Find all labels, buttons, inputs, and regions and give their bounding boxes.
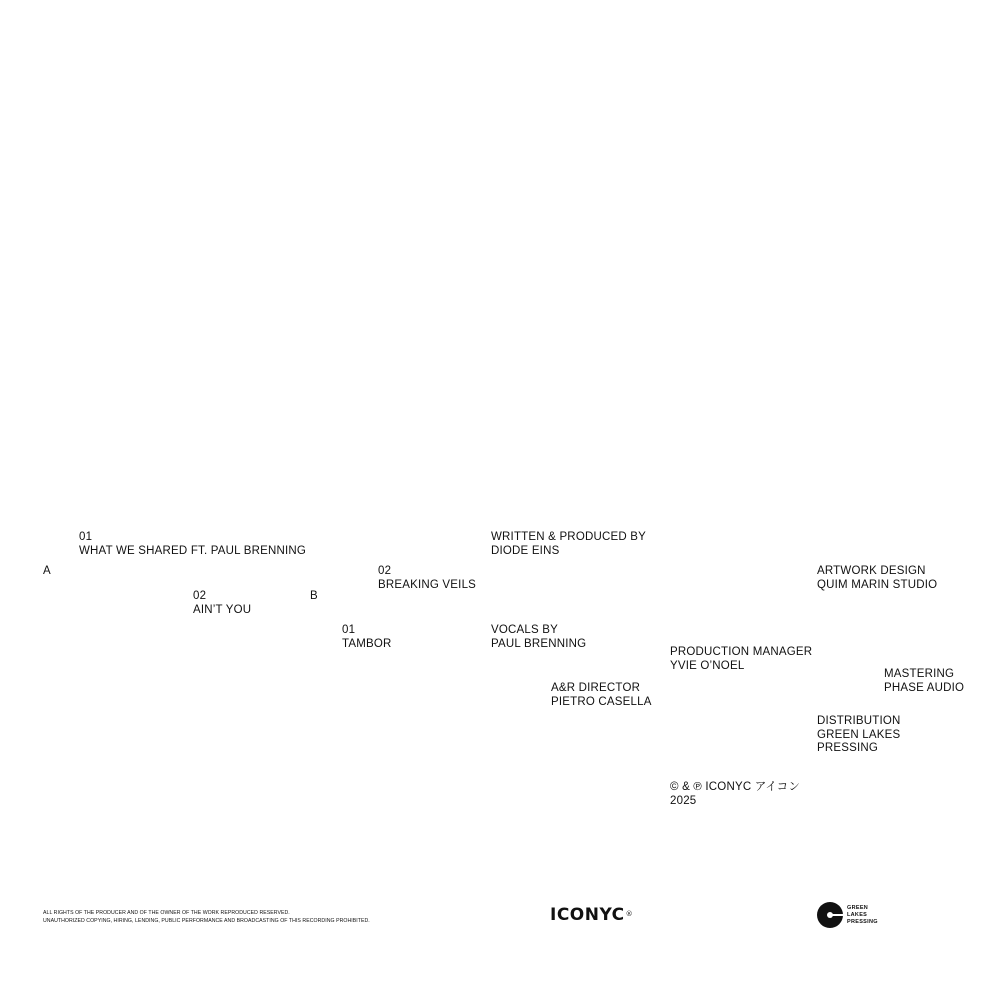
side-b-label: B bbox=[310, 590, 318, 602]
track-title: AIN’T YOU bbox=[193, 603, 252, 616]
credit-role: MASTERING bbox=[884, 668, 955, 680]
credit-name: PIETRO CASELLA bbox=[551, 695, 652, 708]
credit-name: PRESSING bbox=[817, 742, 879, 754]
credit-name: DIODE EINS bbox=[491, 544, 560, 557]
registered-mark: ® bbox=[625, 910, 634, 918]
credit-distribution bbox=[817, 715, 901, 756]
credit-role: VOCALS BY bbox=[491, 624, 558, 636]
copyright-notice bbox=[670, 781, 800, 808]
pressing-logo-text: GREEN LAKES PRESSING bbox=[847, 904, 878, 925]
credit-name: GREEN LAKES bbox=[817, 728, 901, 741]
credit-vocals bbox=[491, 624, 586, 651]
legal-line: ALL RIGHTS OF THE PRODUCER AND OF THE OWNER OF THE WORK REPRODUCED RESERVED. bbox=[43, 910, 290, 916]
track-title: BREAKING VEILS bbox=[378, 578, 477, 591]
legal-notice bbox=[43, 910, 370, 925]
copyright-line: © & ℗ ICONYC アイコン bbox=[670, 781, 801, 793]
side-b-track-1 bbox=[342, 624, 392, 651]
pressing-logo-icon bbox=[817, 902, 843, 928]
credit-role: DISTRIBUTION bbox=[817, 715, 901, 727]
track-number: 01 bbox=[79, 531, 93, 543]
credit-role: A&R DIRECTOR bbox=[551, 682, 641, 694]
track-title: WHAT WE SHARED FT. PAUL BRENNING bbox=[79, 544, 307, 557]
copyright-year: 2025 bbox=[670, 794, 697, 807]
side-b-track-2 bbox=[378, 565, 476, 592]
side-a-track-2 bbox=[193, 590, 251, 617]
credit-name: PAUL BRENNING bbox=[491, 637, 587, 650]
iconyc-logo bbox=[550, 905, 633, 925]
track-number: 02 bbox=[193, 590, 207, 602]
credit-ar-director bbox=[551, 682, 652, 709]
credit-artwork-design bbox=[817, 565, 937, 592]
credit-role: PRODUCTION MANAGER bbox=[670, 646, 813, 658]
credit-name: QUIM MARIN STUDIO bbox=[817, 578, 938, 591]
track-title: TAMBOR bbox=[342, 637, 392, 650]
green-lakes-pressing-logo bbox=[817, 902, 878, 928]
logo-text: ICONYC bbox=[550, 905, 625, 925]
credit-mastering bbox=[884, 668, 964, 695]
track-number: 01 bbox=[342, 624, 356, 636]
credit-name: PHASE AUDIO bbox=[884, 681, 965, 694]
legal-line: UNAUTHORIZED COPYING, HIRING, LENDING, PUBLIC PERFORMANCE AND BROADCASTING OF THIS RECORDING PROHIBITED. bbox=[43, 917, 370, 924]
side-a-track-1 bbox=[79, 531, 306, 558]
credit-written-produced bbox=[491, 531, 646, 558]
credit-production-manager bbox=[670, 646, 812, 673]
credit-name: YVIE O’NOEL bbox=[670, 659, 745, 672]
track-number: 02 bbox=[378, 565, 392, 577]
side-a-label: A bbox=[43, 565, 51, 577]
credit-role: ARTWORK DESIGN bbox=[817, 565, 926, 577]
credit-role: WRITTEN & PRODUCED BY bbox=[491, 531, 646, 543]
